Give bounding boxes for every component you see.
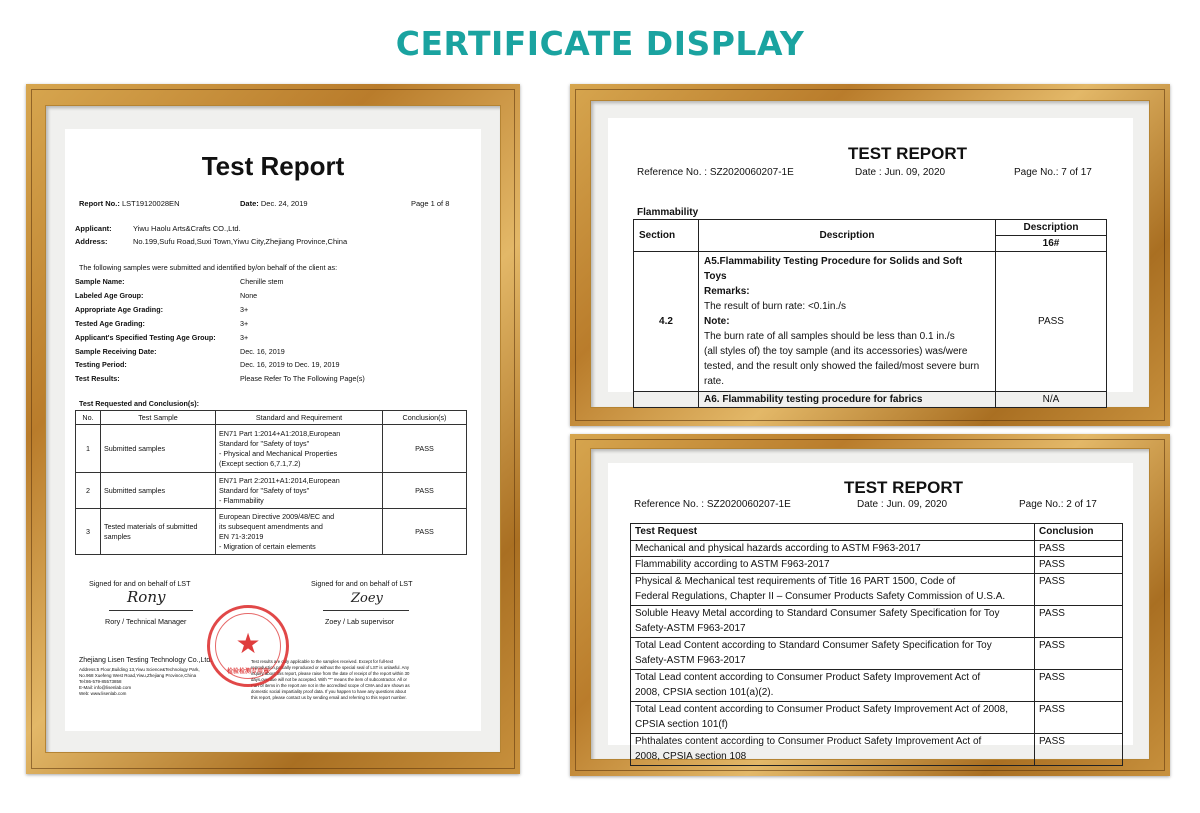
applicant-label: Applicant: xyxy=(75,224,112,233)
request-line: Safety-ASTM F963-2017 xyxy=(635,655,746,666)
row-sample: Submitted samples xyxy=(101,425,216,473)
signer-right: Zoey / Lab supervisor xyxy=(325,617,395,626)
row-result: PASS xyxy=(996,252,1107,392)
standard-line: its subsequent amendments and xyxy=(219,521,323,531)
standard-line: (Except section 6,7.1,7.2) xyxy=(219,458,301,468)
report-number-label: Report No.: xyxy=(79,199,120,208)
table-row xyxy=(631,573,1123,605)
signature-right: Zoey xyxy=(351,591,383,606)
row-request xyxy=(631,605,1035,637)
row-sample: Submitted samples xyxy=(101,473,216,509)
footer-line: Web: www.lisenlab.com xyxy=(79,691,127,696)
row-request xyxy=(631,557,1035,574)
page-heading: CERTIFICATE DISPLAY xyxy=(395,24,805,63)
table-row xyxy=(634,252,1107,392)
row-conclusion: PASS xyxy=(383,509,467,555)
row-section: 4.2 xyxy=(634,252,699,392)
field-label: Test Results: xyxy=(75,374,120,383)
row-conclusion: PASS xyxy=(1035,557,1123,574)
page-number: Page No.: 2 of 17 xyxy=(1019,499,1097,510)
frame-mat xyxy=(590,448,1150,760)
row-request xyxy=(631,669,1035,701)
row-request xyxy=(631,733,1035,765)
signature-left: Rony xyxy=(127,588,166,606)
standard-line: - Flammability xyxy=(219,495,264,505)
report-number xyxy=(79,199,179,208)
row-conclusion: PASS xyxy=(1035,573,1123,605)
table-row xyxy=(76,425,467,473)
company-address xyxy=(79,667,200,697)
disclaimer-line: Part of items in the report are not in the accredited scope of CMA and are shown as xyxy=(251,683,410,688)
request-line: Physical & Mechanical test requirements of Title 16 PART 1500, Code of xyxy=(635,575,956,587)
field-value: Dec. 16, 2019 xyxy=(240,347,285,356)
disclaimer-line: inquiry about this report, please raise from the date of receipt of the report within 30 xyxy=(251,671,410,676)
certificate-paper xyxy=(608,463,1133,762)
table-header-row xyxy=(76,411,467,425)
description-line: Remarks: xyxy=(704,286,750,297)
description-line: (all styles of) the toy sample (and its accessories) was/were xyxy=(704,346,968,357)
test-request-table xyxy=(630,523,1123,766)
field-label: Sample Name: xyxy=(75,277,125,286)
row-conclusion: PASS xyxy=(1035,669,1123,701)
table-row xyxy=(631,557,1123,574)
row-description xyxy=(699,252,996,392)
disclaimer-line: this report, please contact us by sending email and referring to this report number. xyxy=(251,695,407,700)
report-date: Date : Jun. 09, 2020 xyxy=(855,167,946,178)
row-conclusion: PASS xyxy=(1035,540,1123,557)
certificate-frame-bottom-right xyxy=(570,434,1170,776)
header-test-request: Test Request xyxy=(631,524,1035,541)
report-title: TEST REPORT xyxy=(844,478,964,497)
signer-left: Rory / Technical Manager xyxy=(105,617,187,626)
standard-line: EN71 Part 1:2014+A1:2018,European xyxy=(219,428,341,438)
request-line: Phthalates content according to Consumer Product Safety Improvement Act of xyxy=(635,735,982,747)
header-conclusion: Conclusion(s) xyxy=(383,411,467,425)
request-line: Soluble Heavy Metal according to Standard Consumer Safety Specification for Toy xyxy=(635,607,1000,619)
description-line: Note: xyxy=(704,316,730,327)
standard-line: Standard for "Safety of toys" xyxy=(219,485,310,495)
request-line: Mechanical and physical hazards according to ASTM F963-2017 xyxy=(635,542,921,554)
row-section xyxy=(634,392,699,408)
page-number: Page No.: 7 of 17 xyxy=(1014,167,1092,178)
standard-line: Standard for "Safety of toys" xyxy=(219,438,310,448)
table-row xyxy=(631,540,1123,557)
address-label: Address: xyxy=(75,237,108,246)
field-label: Sample Receiving Date: xyxy=(75,347,157,356)
conclusion-table xyxy=(75,410,467,555)
row-conclusion: PASS xyxy=(1035,605,1123,637)
report-title: Test Report xyxy=(201,151,345,181)
row-description: A6. Flammability testing procedure for fabrics xyxy=(699,392,996,408)
field-value: Chenille stem xyxy=(240,277,284,286)
footer-line: Tel:86-579-85573858 xyxy=(79,679,122,684)
header-standard: Standard and Requirement xyxy=(216,411,383,425)
stamp-text: 检验检测专用章 xyxy=(226,669,269,675)
row-conclusion: PASS xyxy=(1035,733,1123,765)
header-description: Description xyxy=(699,220,996,252)
table-row xyxy=(76,473,467,509)
field-value: 3+ xyxy=(240,319,249,328)
standard-line: - Migration of certain elements xyxy=(219,541,316,551)
disclaimer-line: days,overdue will not be accepted. With "*" means the item of subcontractor. All or xyxy=(251,677,407,682)
report-date xyxy=(240,199,308,208)
request-line: 2008, CPSIA section 101(a)(2). xyxy=(635,687,774,698)
request-line: Safety-ASTM F963-2017 xyxy=(635,623,746,634)
signature-line-right xyxy=(323,610,409,611)
table-row xyxy=(631,637,1123,669)
footer-line: E-Mail: info@lisenlab.com xyxy=(79,685,132,690)
row-no: 1 xyxy=(76,425,101,473)
signed-right: Signed for and on behalf of LST xyxy=(311,579,413,588)
header-conclusion: Conclusion xyxy=(1035,524,1123,541)
section-title: Test Requested and Conclusion(s): xyxy=(79,399,200,408)
row-request xyxy=(631,701,1035,733)
section-title: Flammability xyxy=(637,207,699,218)
row-conclusion: PASS xyxy=(1035,701,1123,733)
reference-number: Reference No. : SZ2020060207-1E xyxy=(637,167,794,178)
field-label: Labeled Age Group: xyxy=(75,291,144,300)
table-row xyxy=(631,669,1123,701)
table-row xyxy=(76,509,467,555)
request-line: Total Lead Content according to Standard Consumer Safety Specification for Toy xyxy=(635,639,992,651)
table-row xyxy=(634,392,1107,408)
table-row xyxy=(631,733,1123,765)
standard-line: European Directive 2009/48/EC and xyxy=(219,511,335,521)
report-date-label: Date: xyxy=(240,199,259,208)
signature-line-left xyxy=(109,610,193,611)
signed-left: Signed for and on behalf of LST xyxy=(89,579,191,588)
row-request xyxy=(631,573,1035,605)
field-label: Tested Age Grading: xyxy=(75,319,145,328)
report-date: Date : Jun. 09, 2020 xyxy=(857,499,948,510)
row-conclusion: PASS xyxy=(383,425,467,473)
standard-line: EN71 Part 2:2011+A1:2014,European xyxy=(219,475,340,485)
table-row xyxy=(631,701,1123,733)
description-line: rate. xyxy=(704,376,725,387)
certificate-frame-top-right xyxy=(570,84,1170,426)
description-line: Toys xyxy=(704,271,727,282)
star-icon: ★ xyxy=(235,628,261,659)
field-value: Dec. 16, 2019 to Dec. 19, 2019 xyxy=(240,360,340,369)
description-line: The burn rate of all samples should be less than 0.1 in./s xyxy=(704,331,955,342)
request-line: Total Lead content according to Consumer Product Safety Improvement Act of xyxy=(635,671,981,683)
header-test-sample: Test Sample xyxy=(101,411,216,425)
field-label: Applicant's Specified Testing Age Group: xyxy=(75,333,216,342)
row-standard xyxy=(216,425,383,473)
request-line: CPSIA section 101(f) xyxy=(635,719,728,730)
company-name: Zhejiang Lisen Testing Technology Co.,Ltd. xyxy=(79,657,213,664)
applicant-value: Yiwu Haolu Arts&Crafts CO.,Ltd. xyxy=(133,224,241,233)
field-value: Please Refer To The Following Page(s) xyxy=(240,374,365,383)
row-no: 3 xyxy=(76,509,101,555)
disclaimer-line: reproduction,partially reproduced or without the special seal of LST is unlawful. Any xyxy=(251,665,410,670)
header-section: Section xyxy=(634,220,699,252)
row-no: 2 xyxy=(76,473,101,509)
request-line: Total Lead content according to Consumer Product Safety Improvement Act of 2008, xyxy=(635,703,1008,715)
header-sample-id: 16# xyxy=(996,236,1107,252)
field-value: 3+ xyxy=(240,333,249,342)
description-line: A5.Flammability Testing Procedure for Solids and Soft xyxy=(704,256,963,267)
row-standard xyxy=(216,509,383,555)
standard-line: EN 71-3:2019 xyxy=(219,531,264,541)
reference-number: Reference No. : SZ2020060207-1E xyxy=(634,499,791,510)
field-value: None xyxy=(240,291,258,300)
table-row xyxy=(631,605,1123,637)
standard-line: - Physical and Mechanical Properties xyxy=(219,448,338,458)
row-conclusion: PASS xyxy=(1035,637,1123,669)
page-number: Page 1 of 8 xyxy=(411,199,450,208)
row-standard xyxy=(216,473,383,509)
request-line: 2008, CPSIA section 108 xyxy=(635,751,747,762)
address-value: No.199,Sufu Road,Suxi Town,Yiwu City,Zhejiang Province,China xyxy=(133,237,348,246)
report-title: TEST REPORT xyxy=(848,144,968,163)
field-value: 3+ xyxy=(240,305,249,314)
disclaimer-line: Test results are only applicable to the samples received. Except for full-text xyxy=(251,659,394,664)
official-seal-stamp xyxy=(207,605,289,687)
header-description-col3: Description xyxy=(996,220,1107,236)
description-line: The result of burn rate: <0.1in./s xyxy=(704,301,847,312)
report-number-value: LST19120028EN xyxy=(121,199,180,208)
field-label: Testing Period: xyxy=(75,360,127,369)
disclaimer-line: domestic social impartiality proof data. If you happen to have any questions about xyxy=(251,689,407,694)
row-conclusion: PASS xyxy=(383,473,467,509)
certificate-paper xyxy=(608,118,1133,405)
report-date-value: Dec. 24, 2019 xyxy=(260,199,308,208)
field-label: Appropriate Age Grading: xyxy=(75,305,163,314)
footer-line: Address:5 Floor,Building 13,Yiwu Science&Technology Park, xyxy=(79,667,200,672)
intro-text: The following samples were submitted and identified by/on behalf of the client as: xyxy=(79,263,338,272)
footer-line: No.968 Xuefeng West Road,Yiwu,Zhejiang Province,China xyxy=(79,673,197,678)
description-line: tested, and the result only showed the failed/most severe burn xyxy=(704,361,980,372)
table-header-row xyxy=(634,220,1107,236)
row-sample: Tested materials of submitted samples xyxy=(101,509,216,555)
flammability-table xyxy=(633,219,1107,408)
frame-mat xyxy=(590,100,1150,408)
header-no: No. xyxy=(76,411,101,425)
row-request xyxy=(631,637,1035,669)
row-result: N/A xyxy=(996,392,1107,408)
request-line: Federal Regulations, Chapter II – Consumer Products Safety Commission of U.S.A. xyxy=(635,591,1006,602)
request-line: Flammability according to ASTM F963-2017 xyxy=(635,559,830,570)
table-header-row xyxy=(631,524,1123,541)
row-request xyxy=(631,540,1035,557)
